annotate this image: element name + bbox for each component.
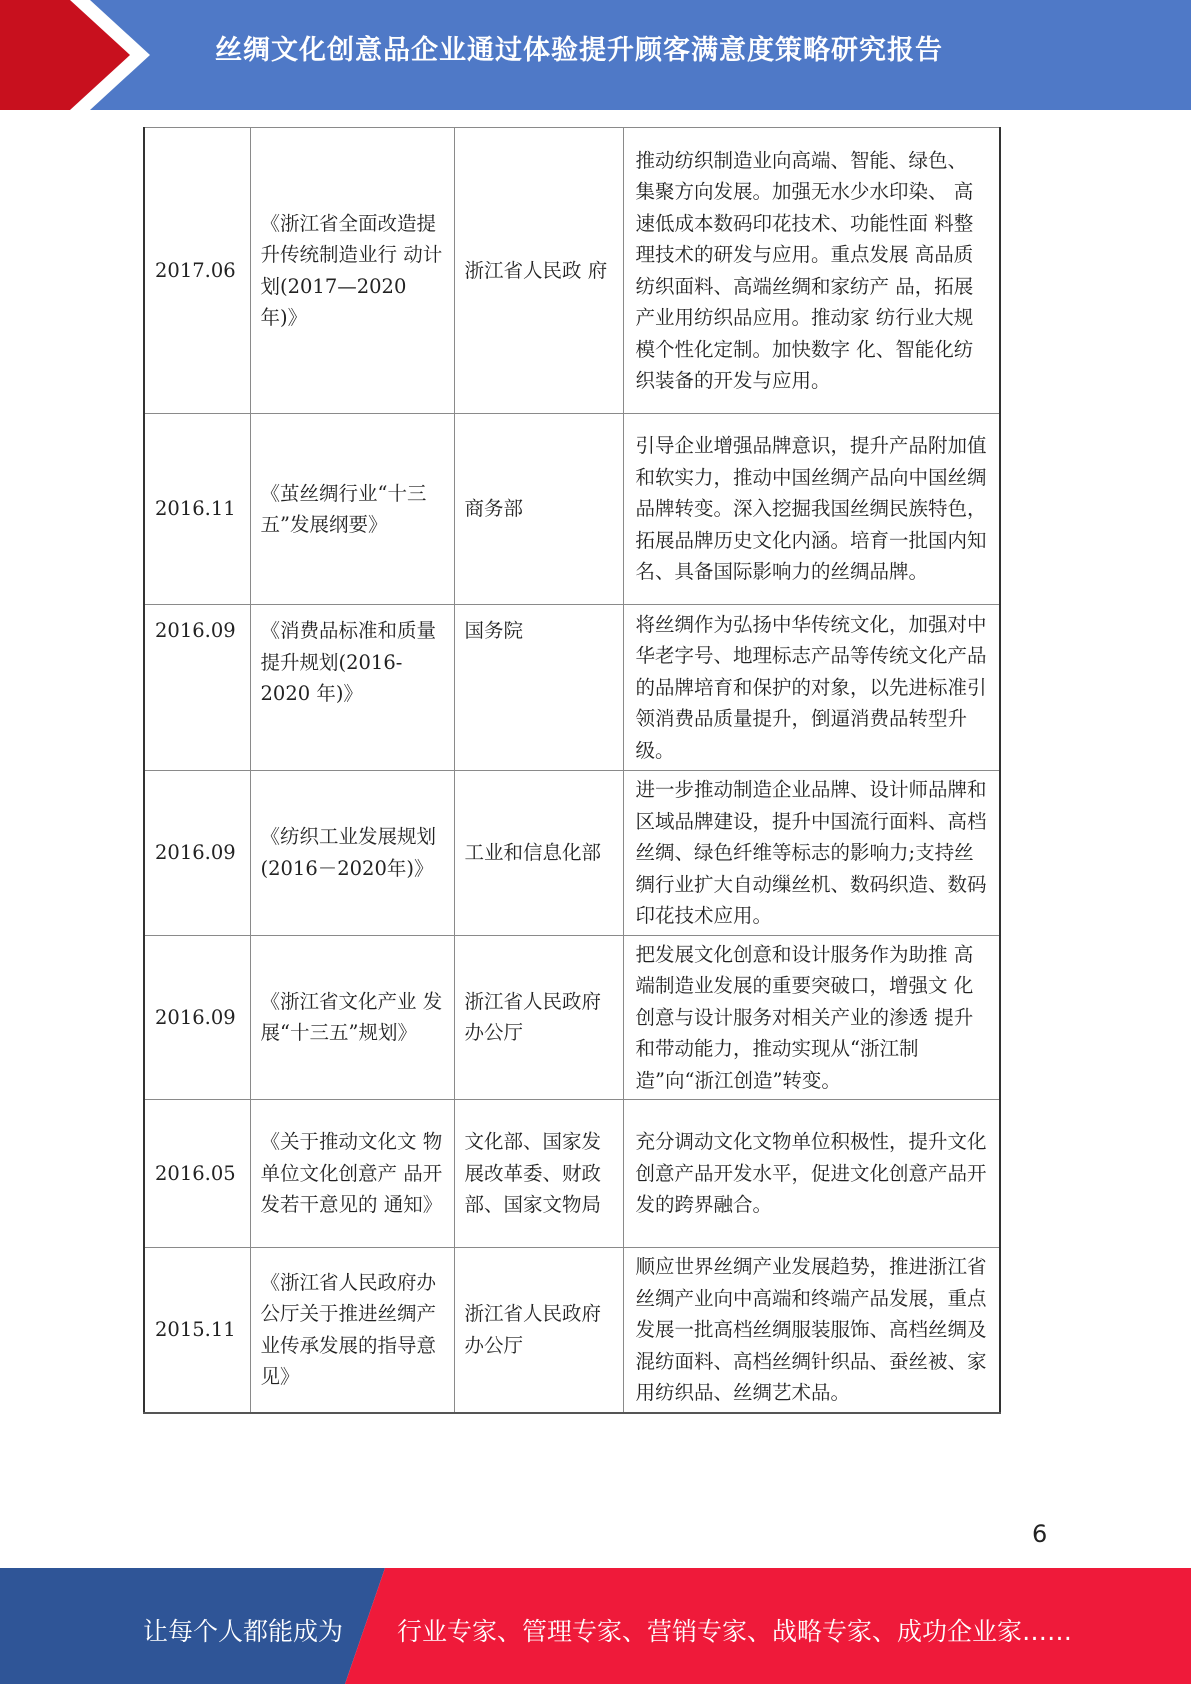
row-date: 2016.09 xyxy=(144,771,250,936)
row-issuer: 浙江省人民政 府 xyxy=(454,128,623,414)
row-policy-title: 《浙江省人民政府办公厅关于推进丝绸产业传承发展的指导意见》 xyxy=(250,1248,454,1413)
row-issuer: 浙江省人民政府 办公厅 xyxy=(454,935,623,1100)
row-issuer: 商务部 xyxy=(454,414,623,605)
row-date: 2016.05 xyxy=(144,1100,250,1248)
row-policy-title: 《纺织工业发展规划(2016－2020年)》 xyxy=(250,771,454,936)
page-number: 6 xyxy=(1032,1520,1048,1548)
row-policy-title: 《浙江省全面改造提升传统制造业行 动计划(2017—2020 年)》 xyxy=(250,128,454,414)
row-content: 充分调动文化文物单位积极性，提升文化创意产品开发水平，促进文化创意产品开发的跨界融合。 xyxy=(623,1100,1000,1248)
row-content: 顺应世界丝绸产业发展趋势，推进浙江省丝绸产业向中高端和终端产品发展，重点发展一批高档丝绸服装服饰、高档丝绸及混纺面料、高档丝绸针织品、蚕丝被、家用纺织品、丝绸艺术品。 xyxy=(623,1248,1000,1413)
footer-slogan-left: 让每个人都能成为 xyxy=(143,1617,344,1646)
row-content: 推动纺织制造业向高端、智能、绿色、 集聚方向发展。加强无水少水印染、 高速低成本数码印花技术、功能性面 料整理技术的研发与应用。重点发展 高品质纺织面料、高端丝绸和家纺产 品，拓展产业用纺织品应用。推动家 纺行业大规模个性化定制。加快数字 化、智能化纺织装备的开发与应用。 xyxy=(623,128,1000,414)
table-row xyxy=(144,935,1000,1100)
table-row xyxy=(144,605,1000,771)
policy-table xyxy=(143,127,1001,1414)
footer-slogan-right: 行业专家、管理专家、营销专家、战略专家、成功企业家…… xyxy=(397,1617,1073,1646)
row-date: 2015.11 xyxy=(144,1248,250,1413)
row-date: 2017.06 xyxy=(144,128,250,414)
row-content: 引导企业增强品牌意识，提升产品附加值和软实力，推动中国丝绸产品向中国丝绸品牌转变。深入挖掘我国丝绸民族特色，拓展品牌历史文化内涵。培育一批国内知名、具备国际影响力的丝绸品牌。 xyxy=(623,414,1000,605)
row-issuer: 国务院 xyxy=(454,605,623,771)
table-row xyxy=(144,414,1000,605)
row-content: 将丝绸作为弘扬中华传统文化，加强对中华老字号、地理标志产品等传统文化产品的品牌培育和保护的对象，以先进标准引领消费品质量提升，倒逼消费品转型升级。 xyxy=(623,605,1000,771)
row-issuer: 工业和信息化部 xyxy=(454,771,623,936)
table-row xyxy=(144,128,1000,414)
table-row xyxy=(144,771,1000,936)
footer-banner xyxy=(0,1568,1191,1684)
table-row xyxy=(144,1248,1000,1413)
row-date: 2016.09 xyxy=(144,935,250,1100)
row-content: 把发展文化创意和设计服务作为助推 高端制造业发展的重要突破口，增强文 化创意与设计服务对相关产业的渗透 提升和带动能力，推动实现从“浙江制 造”向“浙江创造”转变。 xyxy=(623,935,1000,1100)
table-row xyxy=(144,1100,1000,1248)
row-content: 进一步推动制造企业品牌、设计师品牌和区域品牌建设，提升中国流行面料、高档丝绸、绿色纤维等标志的影响力;支持丝绸行业扩大自动缫丝机、数码织造、数码印花技术应用。 xyxy=(623,771,1000,936)
row-issuer: 文化部、国家发 展改革委、财政 部、国家文物局 xyxy=(454,1100,623,1248)
row-policy-title: 《关于推动文化文 物单位文化创意产 品开发若干意见的 通知》 xyxy=(250,1100,454,1248)
row-date: 2016.09 xyxy=(144,605,250,771)
row-policy-title: 《浙江省文化产业 发展“十三五”规划》 xyxy=(250,935,454,1100)
row-date: 2016.11 xyxy=(144,414,250,605)
row-issuer: 浙江省人民政府办公厅 xyxy=(454,1248,623,1413)
report-title: 丝绸文化创意品企业通过体验提升顾客满意度策略研究报告 xyxy=(215,35,943,66)
row-policy-title: 《消费品标准和质量提升规划(2016-2020 年)》 xyxy=(250,605,454,771)
header-banner xyxy=(0,0,1191,110)
row-policy-title: 《茧丝绸行业“十三五”发展纲要》 xyxy=(250,414,454,605)
